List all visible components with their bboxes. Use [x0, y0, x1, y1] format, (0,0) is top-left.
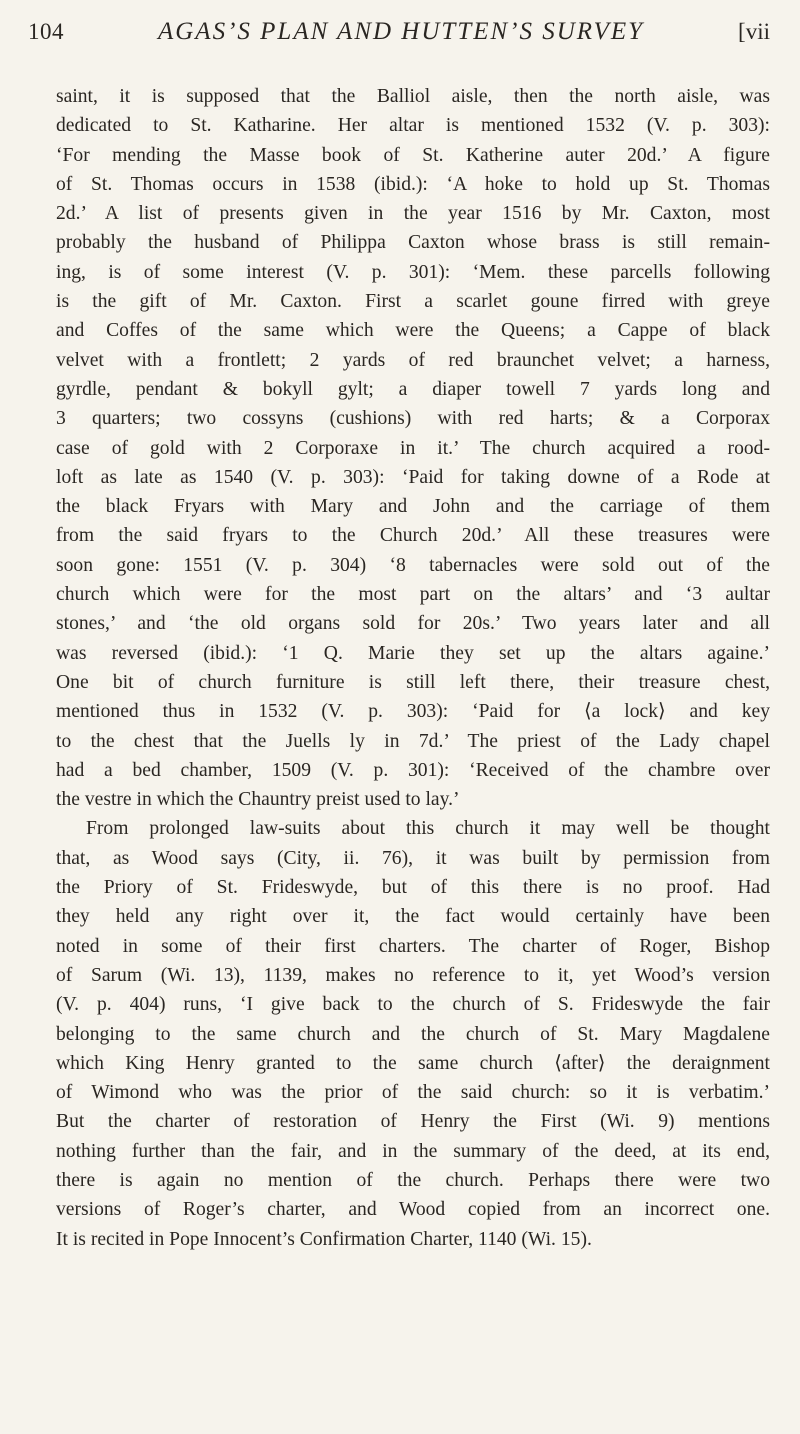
chapter-mark: [vii	[738, 19, 770, 44]
text-line: the black Fryars with Mary and John and the carriage of them	[56, 496, 770, 518]
text-line: nothing further than the fair, and in the summary of the deed, at its end,	[56, 1140, 770, 1162]
text-line: mentioned thus in 1532 (V. p. 303): ‘Paid for ⟨a lock⟩ and key	[56, 701, 770, 723]
text-line: and Coffes of the same which were the Queens; a Cappe of black	[56, 320, 770, 342]
text-line: It is recited in Pope Innocent’s Confirmation Charter, 1140 (Wi. 15).	[56, 1228, 592, 1250]
text-line: 3 quarters; two cossyns (cushions) with red harts; & a Corporax	[56, 408, 770, 430]
text-line: saint, it is supposed that the Balliol aisle, then the north aisle, was	[56, 86, 770, 107]
text-line: ing, is of some interest (V. p. 301): ‘Mem. these parcells following	[56, 261, 770, 283]
text-line: of Wimond who was the prior of the said church: so it is verbatim.’	[56, 1082, 770, 1104]
text-line: But the charter of restoration of Henry the First (Wi. 9) mentions	[56, 1111, 770, 1133]
text-line: ‘For mending the Masse book of St. Katherine auter 20d.’ A figure	[56, 144, 770, 166]
text-line: probably the husband of Philippa Caxton whose brass is still remain-	[56, 232, 770, 254]
page-number: 104	[28, 19, 64, 44]
page-header	[28, 18, 770, 68]
text-line: to the chest that the Juells ly in 7d.’ The priest of the Lady chapel	[56, 730, 770, 752]
text-line: belonging to the same church and the church of St. Mary Magdalene	[56, 1023, 770, 1045]
text-line: gyrdle, pendant & bokyll gylt; a diaper towell 7 yards long and	[56, 378, 770, 400]
text-line: was reversed (ibid.): ‘1 Q. Marie they set up the altars againe.’	[56, 642, 770, 664]
text-line: (V. p. 404) runs, ‘I give back to the church of S. Frideswyde the fair	[56, 994, 770, 1016]
text-line: church which were for the most part on the altars’ and ‘3 aultar	[56, 584, 770, 606]
text-line: dedicated to St. Katharine. Her altar is mentioned 1532 (V. p. 303):	[56, 115, 770, 137]
text-line: 2d.’ A list of presents given in the year 1516 by Mr. Caxton, most	[56, 203, 770, 225]
text-line: noted in some of their first charters. The charter of Roger, Bishop	[56, 935, 770, 957]
paragraph-start-line: From prolonged law-suits about this church it may well be thought	[86, 818, 770, 840]
text-line: is the gift of Mr. Caxton. First a scarlet goune firred with greye	[56, 291, 770, 313]
text-line: they held any right over it, the fact would certainly have been	[56, 906, 770, 928]
text-line: there is again no mention of the church. Perhaps there were two	[56, 1169, 770, 1191]
text-line: of St. Thomas occurs in 1538 (ibid.): ‘A hoke to hold up St. Thomas	[56, 173, 770, 195]
body-text	[56, 82, 770, 1254]
text-line: velvet with a frontlett; 2 yards of red braunchet velvet; a harness,	[56, 349, 770, 371]
text-line: of Sarum (Wi. 13), 1139, makes no reference to it, yet Wood’s version	[56, 964, 770, 986]
text-line: from the said fryars to the Church 20d.’ All these treasures were	[56, 525, 770, 547]
text-line: the vestre in which the Chauntry preist used to lay.’	[56, 789, 460, 811]
text-line: case of gold with 2 Corporaxe in it.’ The church acquired a rood-	[56, 437, 770, 459]
text-line: which King Henry granted to the same church ⟨after⟩ the deraignment	[56, 1052, 770, 1074]
text-line: soon gone: 1551 (V. p. 304) ‘8 tabernacles were sold out of the	[56, 554, 770, 576]
text-line: stones,’ and ‘the old organs sold for 20s.’ Two years later and all	[56, 613, 770, 635]
text-line: loft as late as 1540 (V. p. 303): ‘Paid for taking downe of a Rode at	[56, 466, 770, 488]
text-line: had a bed chamber, 1509 (V. p. 301): ‘Received of the chambre over	[56, 759, 770, 781]
text-line: that, as Wood says (City, ii. 76), it was built by permission from	[56, 847, 770, 869]
text-line: One bit of church furniture is still left there, their treasure chest,	[56, 671, 770, 693]
text-line: versions of Roger’s charter, and Wood copied from an incorrect one.	[56, 1199, 770, 1221]
running-title: AGAS’S PLAN AND HUTTEN’S SURVEY	[157, 18, 645, 45]
text-line: the Priory of St. Frideswyde, but of this there is no proof. Had	[56, 877, 770, 899]
